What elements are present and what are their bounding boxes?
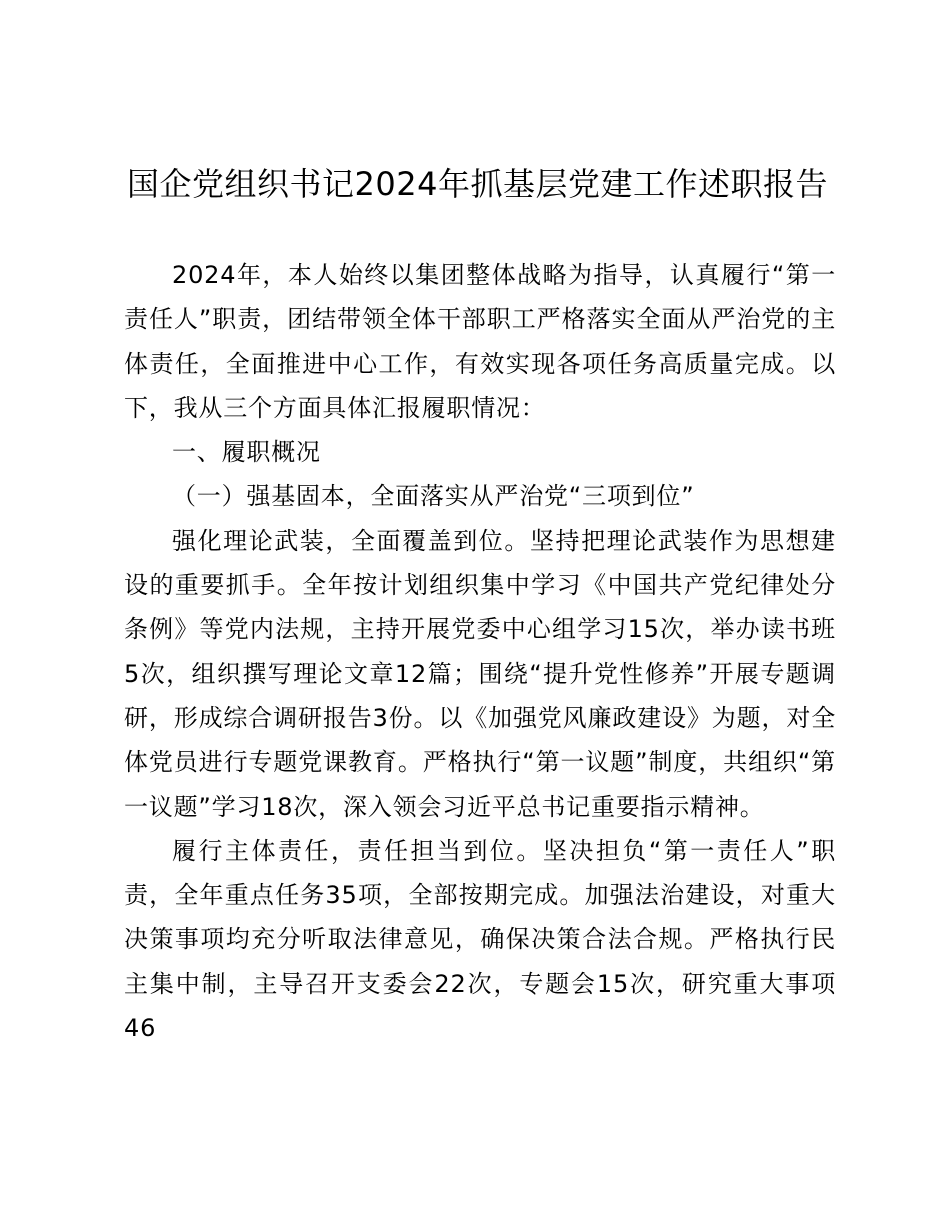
document-title: 国企党组织书记2024年抓基层党建工作述职报告 — [127, 165, 828, 203]
document-body — [124, 253, 836, 1050]
subsection-heading: （一）强基固本，全面落实从严治党“三项到位” — [172, 482, 695, 511]
intro-paragraph: 2024年，本人始终以集团整体战略为指导，认真履行“第一责任人”职责，团结带领全体干部职工严格落实全面从严治党的主体责任，全面推进中心工作，有效实现各项任务高质量完成。以下，我从三个方面具体汇报履职情况： — [124, 261, 836, 422]
theory-paragraph: 强化理论武装，全面覆盖到位。坚持把理论武装作为思想建设的重要抓手。全年按计划组织集中学习《中国共产党纪律处分条例》等党内法规，主持开展党委中心组学习15次，举办读书班5次，组织撰写理论文章12篇；围绕“提升党性修养”开展专题调研，形成综合调研报告3份。以《加强党风廉政建设》为题，对全体党员进行专题党课教育。严格执行“第一议题”制度，共组织“第一议题”学习18次，深入领会习近平总书记重要指示精神。 — [124, 526, 836, 821]
section-heading: 一、履职概况 — [172, 438, 321, 467]
responsibility-paragraph: 履行主体责任，责任担当到位。坚决担负“第一责任人”职责，全年重点任务35项，全部按期完成。加强法治建设，对重大决策事项均充分听取法律意见，确保决策合法合规。严格执行民主集中制，主导召开支委会22次，专题会15次，研究重大事项46 — [124, 836, 836, 1043]
